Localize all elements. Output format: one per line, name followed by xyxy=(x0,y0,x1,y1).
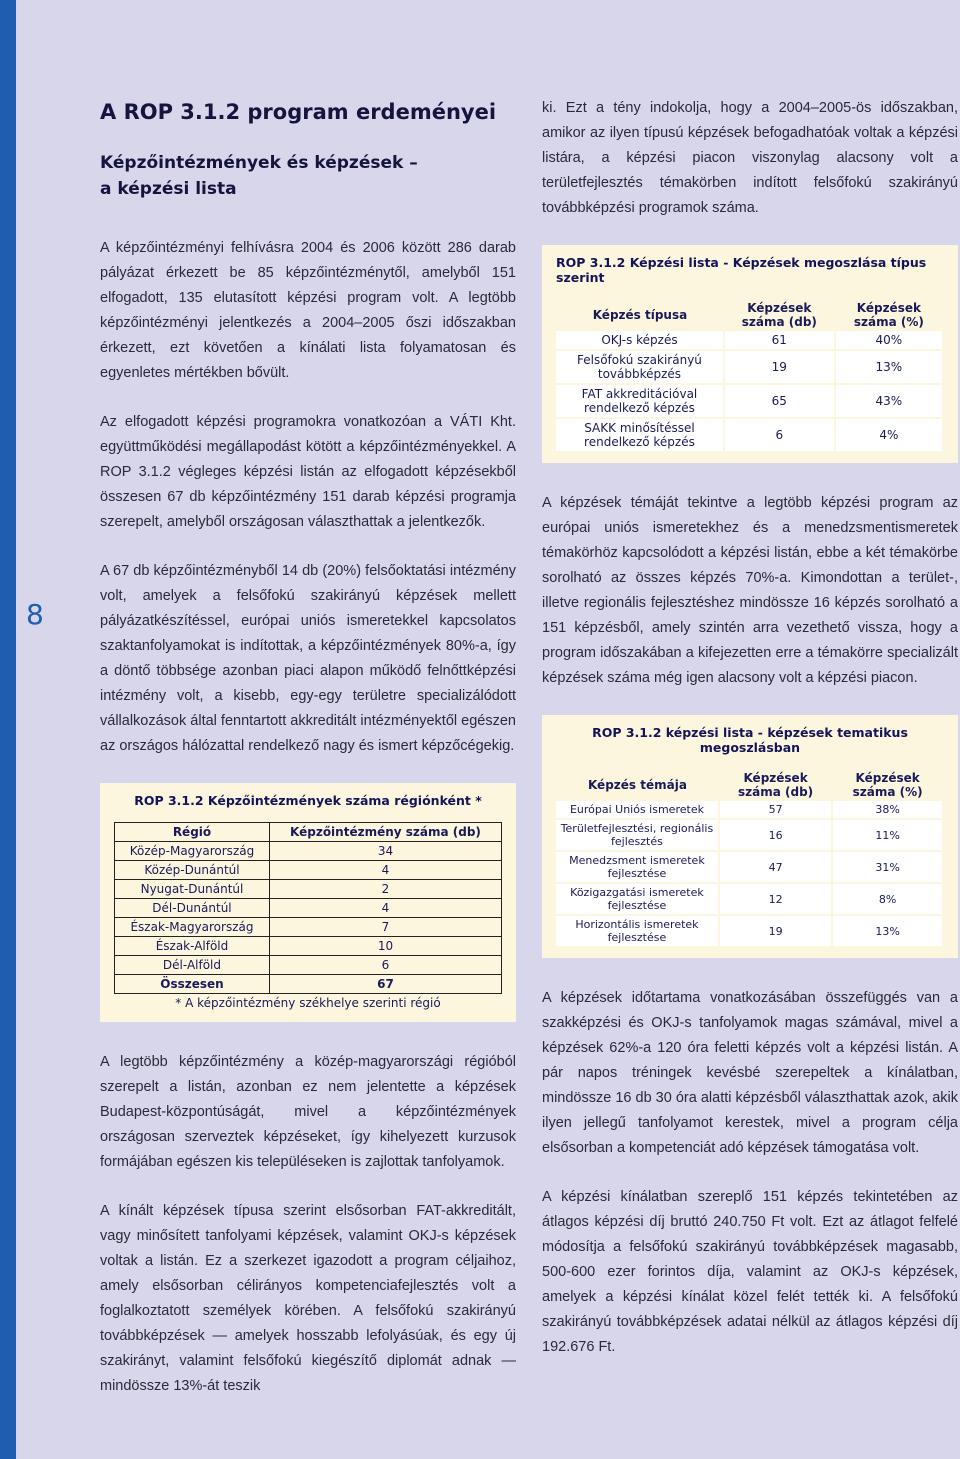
count-cell: 2 xyxy=(269,880,501,899)
topic-cell: Területfejlesztési, regionális fejlesztés xyxy=(556,819,719,851)
paragraph: A legtöbb képzőintézmény a közép-magyarországi régióból szerepelt a listán, azonban ez nem jelentette a képzések Budapest-központúságát, mivel a képzőintézmények országosan szerveztek képzéseket, így kihelyezett kurzusok formájában egészen kis településeken is zajlottak tanfolyamok. xyxy=(100,1054,516,1170)
total-label: Összesen xyxy=(115,975,270,994)
topic-cell: Horizontális ismeretek fejlesztése xyxy=(556,915,719,947)
table-header: Képzés típusa xyxy=(556,299,724,331)
regions-table-title: ROP 3.1.2 Képzőintézmények száma régiónként * xyxy=(134,793,482,808)
region-cell: Dél-Alföld xyxy=(115,956,270,975)
paragraph: A 67 db képzőintézményből 14 db (20%) felsőoktatási intézmény volt, amelyek a felsőfokú szakirányú képzések mellett pályázatkészítéssel, európai uniós ismeretekkel kapcsolatos szaktanfolyamokat is indítottak, a képzőintézmények 80%-a, így a döntő többsége azonban piaci alapon működő felnőttképzési intézmény volt, a kisebb, egy-egy területre specializálódott vállalkozások által fenntartott akkreditált intézményektől egészen az országos hálózattal rendelkező nagy és ismert képzőcégekig. xyxy=(100,563,516,754)
percent-cell: 38% xyxy=(832,801,943,819)
table-header: Képzés témája xyxy=(556,769,719,801)
subtitle-line-2: a képzési lista xyxy=(100,179,237,199)
page-title: A ROP 3.1.2 program erdeményei xyxy=(100,100,497,124)
count-cell: 7 xyxy=(269,918,501,937)
paragraph: A kínált képzések típusa szerint elsősorban FAT-akkreditált, vagy minősített tanfolyami képzések, valamint OKJ-s képzések voltak a listán. Ez a szerkezet igazodott a program céljaihoz, amely elsősorban célirányos kompetenciafejlesztés volt a foglalkoztatott személyek körében. A felsőfokú szakirányú továbbképzések — amelyek hosszabb lefolyásúak, és egy új szakirányt, valamint felsőfokú kiegészítő diplomát adnak — mindössze 13%-át teszik xyxy=(100,1203,516,1394)
table-row xyxy=(115,842,502,861)
topics-table-box xyxy=(542,715,958,958)
type-cell: Felsőfokú szakirányú továbbképzés xyxy=(556,350,724,384)
topics-table-title: ROP 3.1.2 képzési lista - képzések tematikus megoszlásban xyxy=(592,725,908,755)
table-note: * A képzőintézmény székhelye szerinti régió xyxy=(175,996,441,1010)
paragraph: ki. Ezt a tény indokolja, hogy a 2004–2005-ös időszakban, amikor az ilyen típusú képzések befogadhatóak voltak a képzési listára, a képzési piacon viszonylag alacsony volt a területfejlesztés témakörben indított felsőfokú szakirányú továbbképzési programok száma. xyxy=(542,100,958,216)
topic-cell: Menedzsment ismeretek fejlesztése xyxy=(556,851,719,883)
count-cell: 34 xyxy=(269,842,501,861)
type-cell: FAT akkreditációval rendelkező képzés xyxy=(556,384,724,418)
region-cell: Észak-Magyarország xyxy=(115,918,270,937)
count-cell: 19 xyxy=(724,350,835,384)
percent-cell: 4% xyxy=(835,418,943,452)
paragraph: A képzések időtartama vonatkozásában összefüggés van a szakképzési és OKJ-s tanfolyamok magas számával, mivel a képzések 62%-a 120 óra feletti képzés volt a képzési listán. A pár napos tréningek kevésbé szerepeltek a kínálatban, mindössze 16 db 30 óra alatti képzésből választhattak azok, akik ilyen jellegű tanfolyamot kerestek, mivel a program célja elsősorban a kompetenciát adó képzések támogatása volt. xyxy=(542,990,958,1156)
percent-cell: 43% xyxy=(835,384,943,418)
table-row xyxy=(115,918,502,937)
table-row xyxy=(556,883,943,915)
count-cell: 6 xyxy=(269,956,501,975)
table-header: Képzések száma (db) xyxy=(724,299,835,331)
table-row xyxy=(556,851,943,883)
count-cell: 4 xyxy=(269,899,501,918)
region-cell: Közép-Magyarország xyxy=(115,842,270,861)
topics-table xyxy=(556,769,944,948)
page-edge-bar xyxy=(0,0,16,1459)
types-table xyxy=(556,299,944,453)
paragraph: Az elfogadott képzési programokra vonatkozóan a VÁTI Kht. együttműködési megállapodást kötött a képzőintézményekkel. A ROP 3.1.2 végleges képzési listán az elfogadott képzésekből összesen 67 db képzőintézmény 151 darab képzési programja szerepelt, amelyből országosan választhattak a jelentkezők. xyxy=(100,414,516,530)
table-row xyxy=(556,819,943,851)
count-cell: 12 xyxy=(719,883,832,915)
paragraph: A képzési kínálatban szereplő 151 képzés tekintetében az átlagos képzési díj bruttó 240.750 Ft volt. Ezt az átlagot felfelé módosítja a felsőfokú szakirányú továbbképzések magasabb, 500-600 ezer forintos díja, valamint az OKJ-s képzések, amelyek a képzési kínálat közel felét tették ki. A felsőfokú szakirányú továbbképzések adatai nélkül az átlagos képzési díj 192.676 Ft. xyxy=(542,1189,958,1355)
table-row xyxy=(115,899,502,918)
table-row xyxy=(115,880,502,899)
total-row xyxy=(115,975,502,994)
percent-cell: 40% xyxy=(835,331,943,350)
table-row xyxy=(556,418,943,452)
note-row xyxy=(115,994,502,1013)
table-row xyxy=(556,350,943,384)
table-header: Régió xyxy=(115,823,270,842)
table-row xyxy=(556,384,943,418)
topic-cell: Európai Uniós ismeretek xyxy=(556,801,719,819)
count-cell: 47 xyxy=(719,851,832,883)
region-cell: Észak-Alföld xyxy=(115,937,270,956)
count-cell: 10 xyxy=(269,937,501,956)
table-header: Képzőintézmény száma (db) xyxy=(269,823,501,842)
right-column xyxy=(542,96,958,1384)
table-row xyxy=(115,956,502,975)
region-cell: Nyugat-Dunántúl xyxy=(115,880,270,899)
count-cell: 6 xyxy=(724,418,835,452)
count-cell: 4 xyxy=(269,861,501,880)
subtitle-line-1: Képzőintézmények és képzések – xyxy=(100,153,418,173)
table-row xyxy=(115,861,502,880)
regions-table-box xyxy=(100,783,516,1022)
region-cell: Közép-Dunántúl xyxy=(115,861,270,880)
percent-cell: 13% xyxy=(835,350,943,384)
table-row xyxy=(556,915,943,947)
total-value: 67 xyxy=(269,975,501,994)
percent-cell: 31% xyxy=(832,851,943,883)
count-cell: 57 xyxy=(719,801,832,819)
type-cell: SAKK minősítéssel rendelkező képzés xyxy=(556,418,724,452)
table-header: Képzések száma (%) xyxy=(835,299,943,331)
paragraph: A képzőintézményi felhívásra 2004 és 2006 között 286 darab pályázat érkezett be 85 képzőintézménytől, amelyből 151 elfogadott, 135 elutasított képzési program volt. A legtöbb képzőintézményi jelentkezés a 2004–2005 őszi időszakban érkezett, ezt követően a kínálati lista folyamatosan és egyenletes mértékben bővült. xyxy=(100,240,516,381)
left-column xyxy=(100,96,516,1423)
table-header: Képzések száma (db) xyxy=(719,769,832,801)
table-row xyxy=(556,801,943,819)
paragraph: A képzések témáját tekintve a legtöbb képzési program az európai uniós ismeretekhez és a menedzsmentismeretek témakörhöz kapcsolódott a képzési listán, ebbe a két témakörbe sorolható az összes képzés 70%-a. Kimondottan a terület-, illetve regionális fejlesztéshez mindössze 16 képzés sorolható a 151 képzésből, amely szintén arra vezethető vissza, hogy a program időszakában a kifejezetten erre a témakörre specializált képzések száma még igen alacsony volt a képzési piacon. xyxy=(542,495,958,686)
count-cell: 16 xyxy=(719,819,832,851)
section-subtitle xyxy=(100,150,516,202)
page-number: 8 xyxy=(26,598,44,631)
percent-cell: 13% xyxy=(832,915,943,947)
topic-cell: Közigazgatási ismeretek fejlesztése xyxy=(556,883,719,915)
table-row xyxy=(115,937,502,956)
types-table-title: ROP 3.1.2 Képzési lista - Képzések megoszlása típus szerint xyxy=(556,255,927,285)
region-cell: Dél-Dunántúl xyxy=(115,899,270,918)
count-cell: 19 xyxy=(719,915,832,947)
table-row xyxy=(556,331,943,350)
count-cell: 65 xyxy=(724,384,835,418)
type-cell: OKJ-s képzés xyxy=(556,331,724,350)
count-cell: 61 xyxy=(724,331,835,350)
percent-cell: 8% xyxy=(832,883,943,915)
types-table-box xyxy=(542,245,958,463)
table-header: Képzések száma (%) xyxy=(832,769,943,801)
percent-cell: 11% xyxy=(832,819,943,851)
regions-table xyxy=(114,822,502,1012)
